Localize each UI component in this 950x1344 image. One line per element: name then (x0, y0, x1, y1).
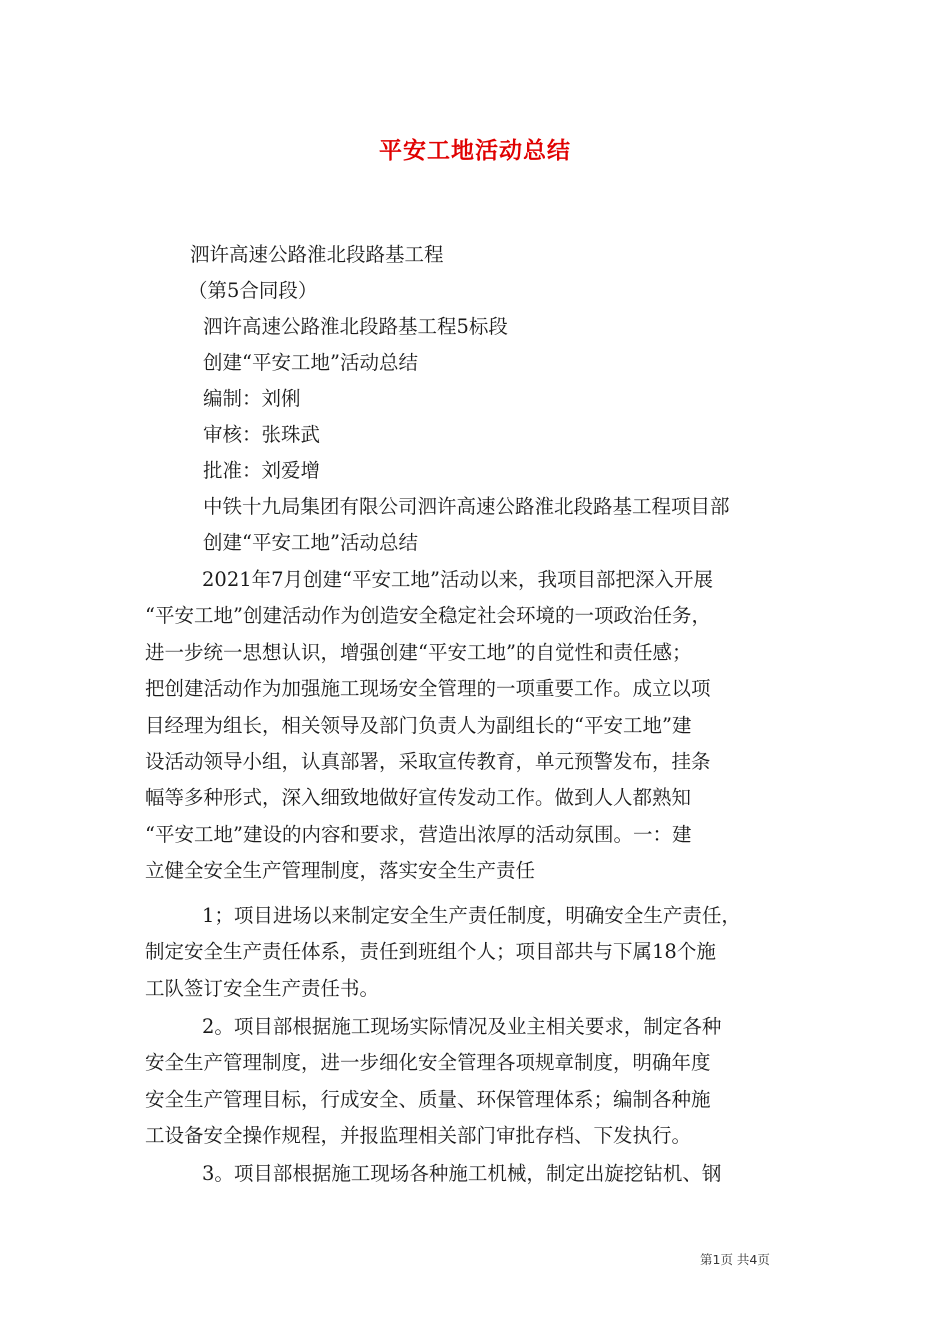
paragraph-line: 安全生产管理制度，进一步细化安全管理各项规章制度，明确年度 (145, 1051, 711, 1075)
body-paragraph (145, 898, 807, 1007)
paragraph-line: 进一步统一思想认识，增强创建“平安工地”的自觉性和责任感； (145, 640, 692, 664)
paragraph-line: “平安工地”建设的内容和要求，营造出浓厚的活动氛围。一：建 (145, 822, 692, 846)
paragraph-line: 1；项目进场以来制定安全生产责任制度，明确安全生产责任， (202, 904, 741, 927)
paragraph-line: “平安工地”创建活动作为创造安全稳定社会环境的一项政治任务， (145, 604, 711, 628)
paragraph-line: 立健全安全生产管理制度，落实安全生产责任 (145, 859, 536, 883)
paragraph-line: 把创建活动作为加强施工现场安全管理的一项重要工作。成立以项 (145, 677, 711, 701)
paragraph-line: 设活动领导小组，认真部署，采取宣传教育，单元预警发布，挂条 (145, 750, 711, 774)
body-paragraph (145, 1156, 807, 1192)
paragraph-line: 安全生产管理目标，行成安全、质量、环保管理体系；编制各种施 (145, 1087, 711, 1111)
paragraph-line: 制定安全生产责任体系，责任到班组个人；项目部共与下属18个施 (145, 940, 716, 964)
paragraph-line: 2。项目部根据施工现场实际情况及业主相关要求，制定各种 (202, 1015, 722, 1038)
header-line: （第5合同段） (188, 279, 318, 302)
paragraph-line: 工设备安全操作规程，并报监理相关部门审批存档、下发执行。 (145, 1124, 692, 1148)
document-title: 平安工地活动总结 (379, 138, 571, 164)
header-line: 创建“平安工地”活动总结 (203, 531, 418, 554)
paragraph-line: 幅等多种形式，深入细致地做好宣传发动工作。做到人人都熟知 (145, 786, 692, 810)
header-line: 泗许高速公路淮北段路基工程5标段 (203, 315, 508, 338)
paragraph-line: 3。项目部根据施工现场各种施工机械，制定出旋挖钻机、钢 (202, 1162, 722, 1185)
paragraph-line: 2021年7月创建“平安工地”活动以来，我项目部把深入开展 (202, 568, 713, 591)
body-paragraph (145, 1009, 807, 1155)
page-number: 第1页 共4页 (700, 1252, 770, 1267)
header-line: 泗许高速公路淮北段路基工程 (190, 243, 444, 266)
body-paragraph (145, 562, 807, 890)
paragraph-line: 工队签订安全生产责任书。 (145, 976, 380, 1000)
header-line: 中铁十九局集团有限公司泗许高速公路淮北段路基工程项目部 (203, 495, 730, 518)
header-line: 审核：张珠武 (203, 423, 321, 446)
header-line: 批准：刘爱增 (203, 459, 321, 482)
header-line: 编制：刘俐 (203, 387, 301, 410)
paragraph-line: 目经理为组长，相关领导及部门负责人为副组长的“平安工地”建 (145, 713, 692, 737)
header-line: 创建“平安工地”活动总结 (203, 351, 418, 374)
